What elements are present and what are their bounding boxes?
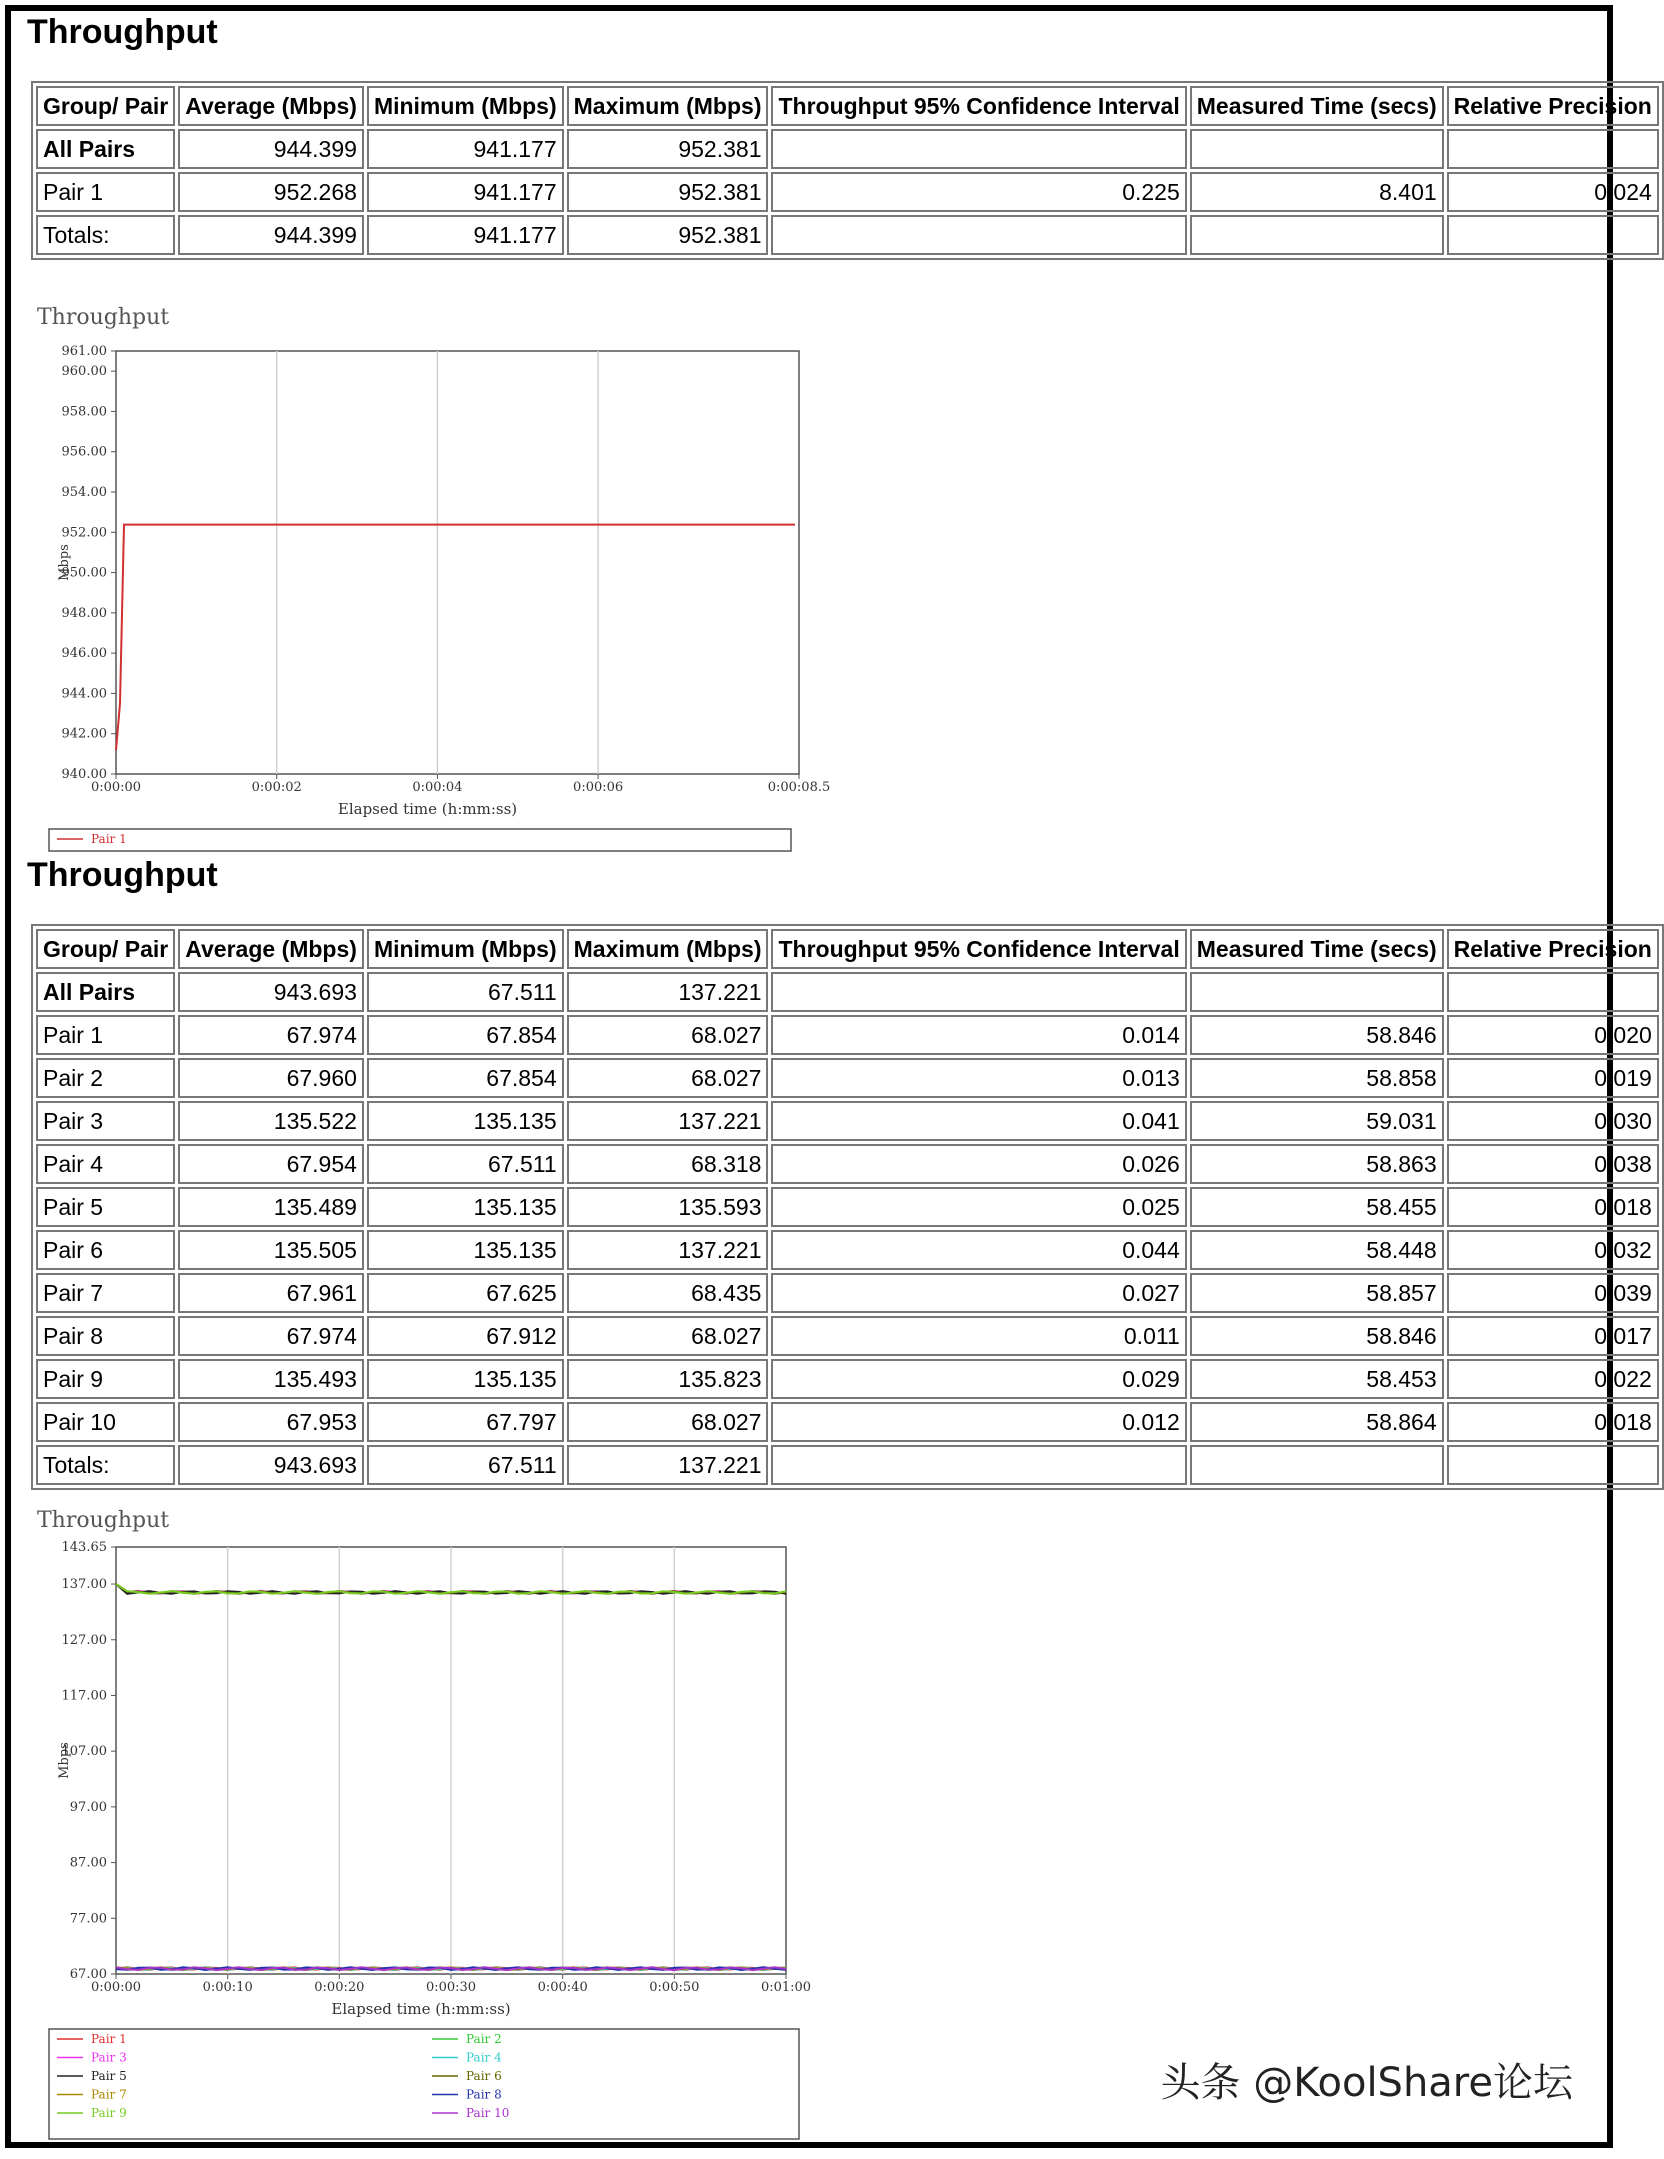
throughput-chart-1	[33, 301, 831, 846]
table-cell: 0.024	[1447, 172, 1659, 212]
table-cell: 135.135	[367, 1187, 564, 1227]
table-cell: 135.489	[178, 1187, 364, 1227]
table-cell: 0.012	[771, 1402, 1186, 1442]
y-tick-label: 67.00	[69, 1967, 107, 1982]
x-tick-label: 0:00:08.5	[767, 780, 831, 795]
table-cell: 943.693	[178, 1445, 364, 1485]
table-cell: 58.448	[1190, 1230, 1444, 1270]
report-frame	[5, 5, 1652, 2148]
table-cell: 58.858	[1190, 1058, 1444, 1098]
table-cell: 952.268	[178, 172, 364, 212]
table-cell	[1447, 129, 1659, 169]
y-tick-label: 77.00	[69, 1911, 107, 1927]
table-cell: 135.135	[367, 1359, 564, 1399]
table-cell: 67.974	[178, 1316, 364, 1356]
table-cell: 8.401	[1190, 172, 1444, 212]
table-cell: 135.493	[178, 1359, 364, 1399]
table-cell: 67.960	[178, 1058, 364, 1098]
row-label: Pair 2	[36, 1058, 175, 1098]
column-header: Average (Mbps)	[178, 929, 364, 969]
legend-label: Pair 9	[91, 2106, 127, 2120]
table-cell	[1190, 215, 1444, 255]
x-tick-label: 0:00:20	[314, 1980, 365, 1995]
y-tick-label: 143.65	[61, 1540, 107, 1555]
row-label: Totals:	[36, 1445, 175, 1485]
x-tick-label: 0:00:02	[251, 780, 302, 795]
y-tick-label: 107.00	[61, 1744, 107, 1760]
y-tick-label: 948.00	[61, 605, 107, 621]
plot-area	[116, 351, 799, 774]
legend-box	[49, 829, 791, 851]
table-cell	[771, 972, 1186, 1012]
table-cell: 68.027	[567, 1402, 769, 1442]
table-cell: 952.381	[567, 129, 769, 169]
table-cell: 67.854	[367, 1058, 564, 1098]
table-cell: 67.854	[367, 1015, 564, 1055]
table-header-row	[36, 929, 1659, 969]
table-cell: 68.318	[567, 1144, 769, 1184]
legend-label: Pair 7	[91, 2087, 127, 2102]
x-tick-label: 0:00:04	[412, 780, 463, 795]
table-header-row	[36, 86, 1659, 126]
table-cell: 943.693	[178, 972, 364, 1012]
table-row	[36, 1359, 1659, 1399]
table-row	[36, 172, 1659, 212]
y-tick-label: 954.00	[61, 485, 107, 500]
table-cell: 67.912	[367, 1316, 564, 1356]
table-cell: 952.381	[567, 215, 769, 255]
row-label: Pair 4	[36, 1144, 175, 1184]
row-label: Pair 5	[36, 1187, 175, 1227]
row-label: Totals:	[36, 215, 175, 255]
x-tick-label: 0:00:10	[202, 1980, 253, 1995]
legend-label: Pair 8	[466, 2087, 502, 2102]
table-cell: 135.135	[367, 1230, 564, 1270]
table-cell: 58.863	[1190, 1144, 1444, 1184]
legend-label: Pair 10	[466, 2106, 510, 2120]
table-row	[36, 1187, 1659, 1227]
table-cell: 135.593	[567, 1187, 769, 1227]
table-cell: 941.177	[367, 129, 564, 169]
y-tick-label: 956.00	[61, 444, 107, 460]
table-cell: 941.177	[367, 215, 564, 255]
table-cell: 137.221	[567, 1101, 769, 1141]
table-cell: 0.018	[1447, 1187, 1659, 1227]
column-header: Measured Time (secs)	[1190, 86, 1444, 126]
table-cell: 135.135	[367, 1101, 564, 1141]
table-cell	[1447, 1445, 1659, 1485]
table-cell: 0.017	[1447, 1316, 1659, 1356]
y-axis-label: Mbps	[57, 544, 72, 581]
table-cell: 0.013	[771, 1058, 1186, 1098]
chart-title: Throughput	[37, 1508, 170, 1533]
table-cell	[771, 129, 1186, 169]
throughput-table-2	[31, 924, 1664, 1490]
x-tick-label: 0:00:50	[649, 1980, 700, 1995]
table-cell	[1447, 215, 1659, 255]
table-cell: 0.011	[771, 1316, 1186, 1356]
table-row	[36, 1402, 1659, 1442]
table-cell: 58.455	[1190, 1187, 1444, 1227]
legend-label: Pair 1	[91, 2032, 127, 2046]
table-cell: 0.027	[771, 1273, 1186, 1313]
table-cell: 68.027	[567, 1015, 769, 1055]
column-header: Group/ Pair	[36, 929, 175, 969]
x-tick-label: 0:00:00	[90, 780, 142, 795]
legend-label: Pair 5	[91, 2069, 127, 2083]
table-cell: 0.030	[1447, 1101, 1659, 1141]
x-tick-label: 0:00:30	[425, 1980, 477, 1995]
table-cell: 67.954	[178, 1144, 364, 1184]
watermark-text: 头条 @KoolShare论坛	[1160, 2060, 1573, 2106]
table-cell: 67.511	[367, 1144, 564, 1184]
y-tick-label: 97.00	[69, 1799, 107, 1815]
table-cell: 0.014	[771, 1015, 1186, 1055]
legend-label: Pair 4	[466, 2050, 502, 2065]
table-cell: 0.018	[1447, 1402, 1659, 1442]
table-cell: 67.961	[178, 1273, 364, 1313]
table-cell	[1190, 129, 1444, 169]
x-tick-label: 0:00:06	[573, 780, 624, 795]
table-cell: 67.511	[367, 972, 564, 1012]
table-row	[36, 129, 1659, 169]
table-cell: 135.522	[178, 1101, 364, 1141]
row-label: Pair 9	[36, 1359, 175, 1399]
table-cell: 67.953	[178, 1402, 364, 1442]
table-cell	[771, 215, 1186, 255]
table-row	[36, 1230, 1659, 1270]
section-1-title: Throughput	[27, 13, 218, 51]
row-label: Pair 7	[36, 1273, 175, 1313]
column-header: Group/ Pair	[36, 86, 175, 126]
column-header: Minimum (Mbps)	[367, 929, 564, 969]
table-cell: 0.038	[1447, 1144, 1659, 1184]
table-cell: 58.857	[1190, 1273, 1444, 1313]
table-cell: 68.027	[567, 1058, 769, 1098]
table-row	[36, 215, 1659, 255]
table-cell: 0.029	[771, 1359, 1186, 1399]
table-cell: 0.025	[771, 1187, 1186, 1227]
table-row	[36, 1015, 1659, 1055]
column-header: Maximum (Mbps)	[567, 929, 769, 969]
y-tick-label: 961.00	[61, 344, 107, 359]
y-tick-label: 960.00	[61, 364, 107, 380]
legend-label: Pair 3	[91, 2050, 127, 2065]
y-tick-label: 137.00	[61, 1577, 107, 1593]
table-cell: 58.864	[1190, 1402, 1444, 1442]
table-cell: 0.026	[771, 1144, 1186, 1184]
table-row	[36, 1316, 1659, 1356]
table-cell: 137.221	[567, 1230, 769, 1270]
table-cell: 944.399	[178, 129, 364, 169]
column-header: Measured Time (secs)	[1190, 929, 1444, 969]
y-tick-label: 946.00	[61, 646, 107, 662]
table-cell: 67.974	[178, 1015, 364, 1055]
table-row	[36, 1101, 1659, 1141]
table-cell: 58.846	[1190, 1015, 1444, 1055]
column-header: Throughput 95% Confidence Interval	[771, 929, 1186, 969]
table-cell	[1190, 1445, 1444, 1485]
table-cell: 135.823	[567, 1359, 769, 1399]
table-cell: 0.039	[1447, 1273, 1659, 1313]
column-header: Minimum (Mbps)	[367, 86, 564, 126]
row-label: Pair 3	[36, 1101, 175, 1141]
y-tick-label: 952.00	[61, 525, 107, 541]
table-cell	[1447, 972, 1659, 1012]
table-row	[36, 972, 1659, 1012]
table-cell: 58.453	[1190, 1359, 1444, 1399]
table-cell: 941.177	[367, 172, 564, 212]
column-header: Relative Precision	[1447, 929, 1659, 969]
table-cell: 137.221	[567, 972, 769, 1012]
table-cell	[771, 1445, 1186, 1485]
row-label: Pair 8	[36, 1316, 175, 1356]
table-row	[36, 1445, 1659, 1485]
table-cell: 68.435	[567, 1273, 769, 1313]
chart-title: Throughput	[37, 305, 170, 330]
table-cell: 0.022	[1447, 1359, 1659, 1399]
x-tick-label: 0:00:00	[90, 1980, 142, 1995]
legend-label: Pair 2	[466, 2032, 502, 2046]
x-tick-label: 0:00:40	[537, 1980, 588, 1995]
table-cell: 67.797	[367, 1402, 564, 1442]
legend-box	[49, 2029, 799, 2139]
legend-label: Pair 6	[466, 2069, 502, 2083]
table-cell: 0.032	[1447, 1230, 1659, 1270]
table-cell: 59.031	[1190, 1101, 1444, 1141]
y-tick-label: 958.00	[61, 404, 107, 420]
row-label: Pair 1	[36, 1015, 175, 1055]
table-cell: 135.505	[178, 1230, 364, 1270]
table-cell: 952.381	[567, 172, 769, 212]
throughput-chart-2	[33, 1503, 813, 2143]
throughput-table-1	[31, 81, 1664, 260]
table-cell: 0.041	[771, 1101, 1186, 1141]
y-tick-label: 940.00	[61, 767, 107, 782]
legend-label: Pair 1	[91, 832, 127, 846]
table-cell: 68.027	[567, 1316, 769, 1356]
section-2-title: Throughput	[27, 856, 218, 894]
table-cell: 0.019	[1447, 1058, 1659, 1098]
y-tick-label: 87.00	[69, 1855, 107, 1871]
row-label: All Pairs	[36, 972, 175, 1012]
table-cell: 0.044	[771, 1230, 1186, 1270]
table-cell: 67.625	[367, 1273, 564, 1313]
table-cell: 137.221	[567, 1445, 769, 1485]
table-cell: 67.511	[367, 1445, 564, 1485]
table-row	[36, 1058, 1659, 1098]
table-cell: 0.020	[1447, 1015, 1659, 1055]
table-cell	[1190, 972, 1444, 1012]
table-row	[36, 1273, 1659, 1313]
y-tick-label: 127.00	[61, 1632, 107, 1648]
column-header: Maximum (Mbps)	[567, 86, 769, 126]
row-label: Pair 6	[36, 1230, 175, 1270]
y-tick-label: 944.00	[61, 686, 107, 702]
table-cell: 944.399	[178, 215, 364, 255]
table-cell: 0.225	[771, 172, 1186, 212]
y-tick-label: 950.00	[61, 565, 107, 581]
y-tick-label: 942.00	[61, 726, 107, 742]
y-axis-label: Mbps	[57, 1742, 72, 1779]
x-axis-label: Elapsed time (h:mm:ss)	[331, 2000, 511, 2018]
x-tick-label: 0:01:00	[760, 1980, 812, 1995]
table-row	[36, 1144, 1659, 1184]
table-cell: 58.846	[1190, 1316, 1444, 1356]
row-label: Pair 1	[36, 172, 175, 212]
column-header: Throughput 95% Confidence Interval	[771, 86, 1186, 126]
column-header: Relative Precision	[1447, 86, 1659, 126]
y-tick-label: 117.00	[61, 1688, 107, 1704]
row-label: All Pairs	[36, 129, 175, 169]
column-header: Average (Mbps)	[178, 86, 364, 126]
x-axis-label: Elapsed time (h:mm:ss)	[337, 800, 518, 818]
row-label: Pair 10	[36, 1402, 175, 1442]
